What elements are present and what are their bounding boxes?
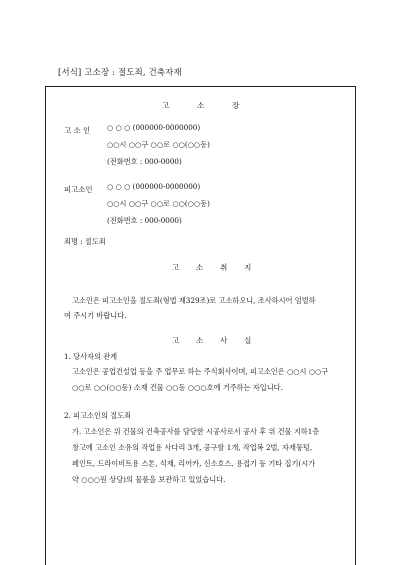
purpose-heading-char: 취 [220,263,228,272]
purpose-heading-char: 소 [196,263,204,272]
section2-line: 페인트, 드라이비트용 스톤, 석재, 리어카, 신소호스, 용접기 등 기타 집기(시가 [72,459,316,468]
title-char: 고 [162,101,170,110]
accused-phone: (전화번호 : 000-0000) [107,216,182,225]
section2-line: 가. 고소인은 위 건물의 건축공사를 담당한 시공사로서 공사 후 위 건물 지하1층 [72,427,320,436]
facts-heading-char: 고 [172,336,180,345]
accused-label: 피고소인 [64,185,93,194]
complainant-label: 고 소 인 [64,126,91,135]
section2-heading: 2. 피고소인의 절도죄 [64,411,131,420]
title-char: 소 [197,101,205,110]
charge-line: 죄명 : 절도죄 [64,237,106,246]
facts-heading-char: 실 [244,336,252,345]
section1-line: ○○로 ○○(○○동) 소재 건물 ○○동 ○○○호에 거주하는 자입니다. [72,383,283,392]
accused-name: ○ ○ ○ (000000-0000000) [107,182,201,191]
complaint-form [45,86,356,565]
complainant-phone: (전화번호 : 000-0000) [107,157,182,166]
title-char: 장 [232,101,240,110]
section2-line: 약 ○○○원 상당)의 물품을 보관하고 있었습니다. [72,475,226,484]
accused-address: ○○시 ○○구 ○○로 ○○(○○동) [107,199,210,208]
purpose-line: 고소인은 피고소인을 절도죄(형법 제329조)로 고소하오니, 조사하시어 엄벌하 [72,296,316,305]
section1-line: 고소인은 공업건설업 등을 주 업무로 하는 주식회사이며, 피고소인은 ○○시 ○○구 [72,367,329,376]
purpose-heading-char: 고 [172,263,180,272]
section1-heading: 1. 당사자의 관계 [64,352,118,361]
facts-heading-char: 사 [220,336,228,345]
purpose-line: 여 주시기 바랍니다. [64,311,127,320]
section2-line: 창고에 고소인 소유의 작업용 사다리 3개, 공구함 1개, 작업복 2벌, 자재뭉텅, [72,443,313,452]
document-caption: [서식] 고소장 : 절도죄, 건축자재 [58,67,182,77]
facts-heading-char: 소 [196,336,204,345]
purpose-heading-char: 지 [244,263,252,272]
complainant-name: ○ ○ ○ (000000-0000000) [107,123,201,132]
complainant-address: ○○시 ○○구 ○○로 ○○(○○동) [107,140,210,149]
